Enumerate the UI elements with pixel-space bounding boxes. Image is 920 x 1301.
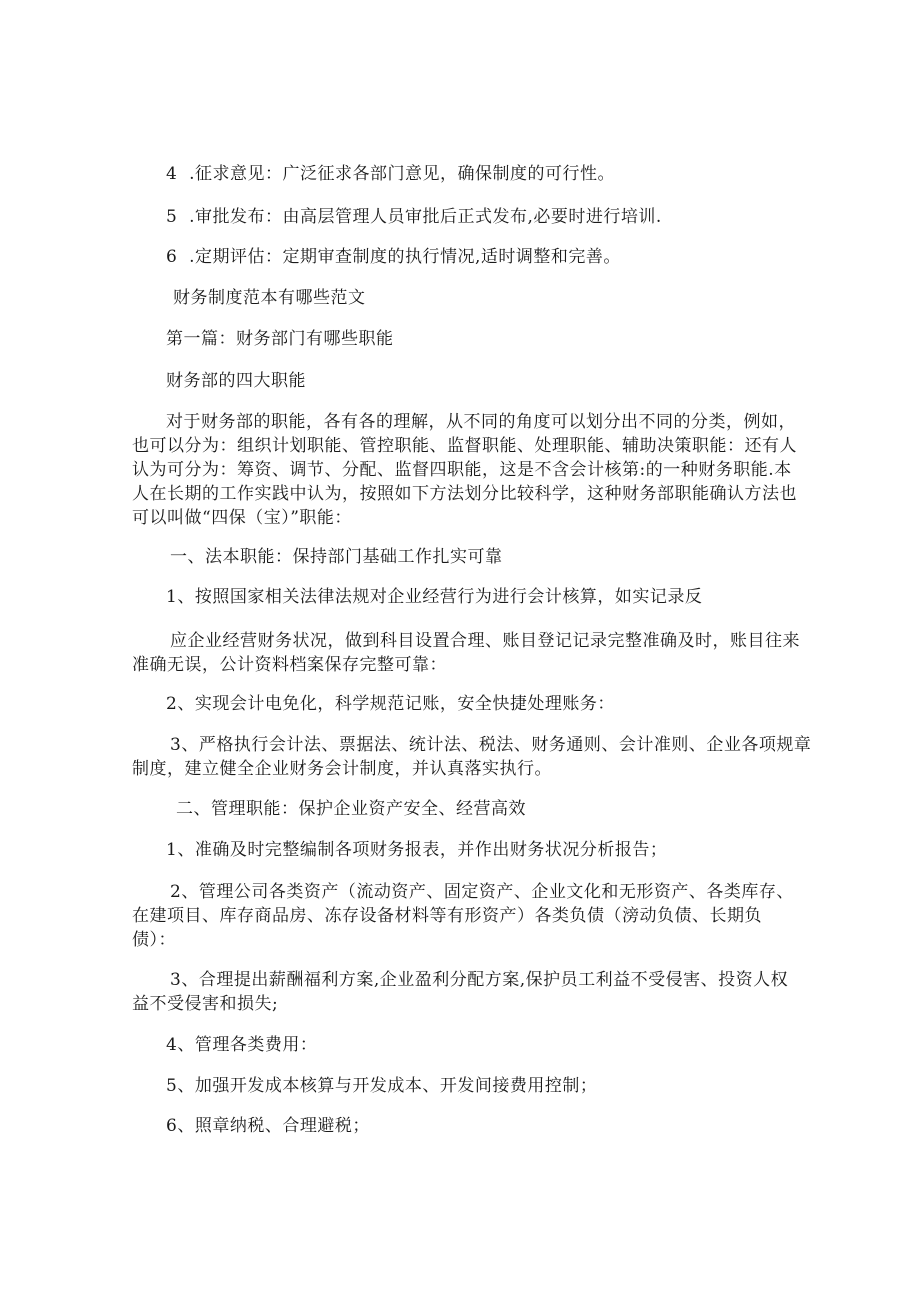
section2-item2: 债）： (132, 930, 176, 950)
step-6: 6 .定期评估：定期审查制度的执行情况,适时调整和完善。 (166, 247, 621, 267)
heading-main: 财务制度范本有哪些范文 (173, 288, 366, 308)
section2-item2: 在建项目、库存商品房、冻存设备材料等有形资产）各类负债（滂动负债、长期负 (132, 906, 762, 926)
intro-line: 也可以分为：组织计划职能、管控职能、监督职能、处理职能、辅助决策职能：还有人 (132, 436, 797, 456)
section2-title: 二、管理职能：保护企业资产安全、经营高效 (176, 799, 526, 819)
section1-item3: 3、严格执行会计法、票据法、统计法、税法、财务通则、会计准则、企业各项规章 (170, 735, 812, 755)
section2-item6: 6、照章纳税、合理避税； (166, 1116, 370, 1136)
heading-functions: 财务部的四大职能 (166, 371, 306, 391)
section1-item1-cont: 准确无误，公计资料档案保存完整可靠： (132, 655, 447, 675)
section2-item4: 4、管理各类费用： (166, 1035, 318, 1055)
intro-line: 认为可分为：筹资、调节、分配、监督四职能，这是不含会计核第:的一种财务职能.本 (132, 460, 792, 480)
intro-line: 对于财务部的职能，各有各的理解，从不同的角度可以划分出不同的分类，例如， (166, 412, 796, 432)
section2-item3: 益不受侵害和损失; (132, 994, 279, 1014)
section1-item1-cont: 应企业经营财务状况，做到科目设置合理、账目登记记录完整准确及时，账目往来 (170, 631, 800, 651)
section2-item3: 3、合理提出薪酬福利方案,企业盈利分配方案,保护员工利益不受侵害、投资人权 (170, 970, 789, 990)
section1-title: 一、法本职能：保持部门基础工作扎实可靠 (170, 547, 503, 567)
section1-item2: 2、实现会计电免化，科学规范记账，安全快捷处理账务： (166, 694, 615, 714)
section1-item1: 1、按照国家相关法律法规对企业经营行为进行会计核算，如实记录反 (166, 587, 703, 607)
step-5: 5 .审批发布：由高层管理人员审批后正式发布,必要时进行培训. (166, 207, 662, 227)
section2-item2: 2、管理公司各类资产（流动资产、固定资产、企业文化和无形资产、各类库存、 (170, 882, 794, 902)
heading-chapter: 第一篇：财务部门有哪些职能 (166, 329, 394, 349)
section1-item3: 制度，建立健全企业财务会计制度，并认真落实执行。 (132, 759, 552, 779)
section2-item5: 5、加强开发成本核算与开发成本、开发间接费用控制； (166, 1076, 598, 1096)
intro-line: 可以叫做“四保（宝）”职能： (132, 508, 352, 528)
step-4: 4 .征求意见：广泛征求各部门意见，确保制度的可行性。 (166, 164, 616, 184)
intro-line: 人在长期的工作实践中认为，按照如下方法划分比较科学，这种财务部职能确认方法也 (132, 484, 797, 504)
section2-item1: 1、准确及时完整编制各项财务报表，并作出财务状况分析报告； (166, 840, 668, 860)
